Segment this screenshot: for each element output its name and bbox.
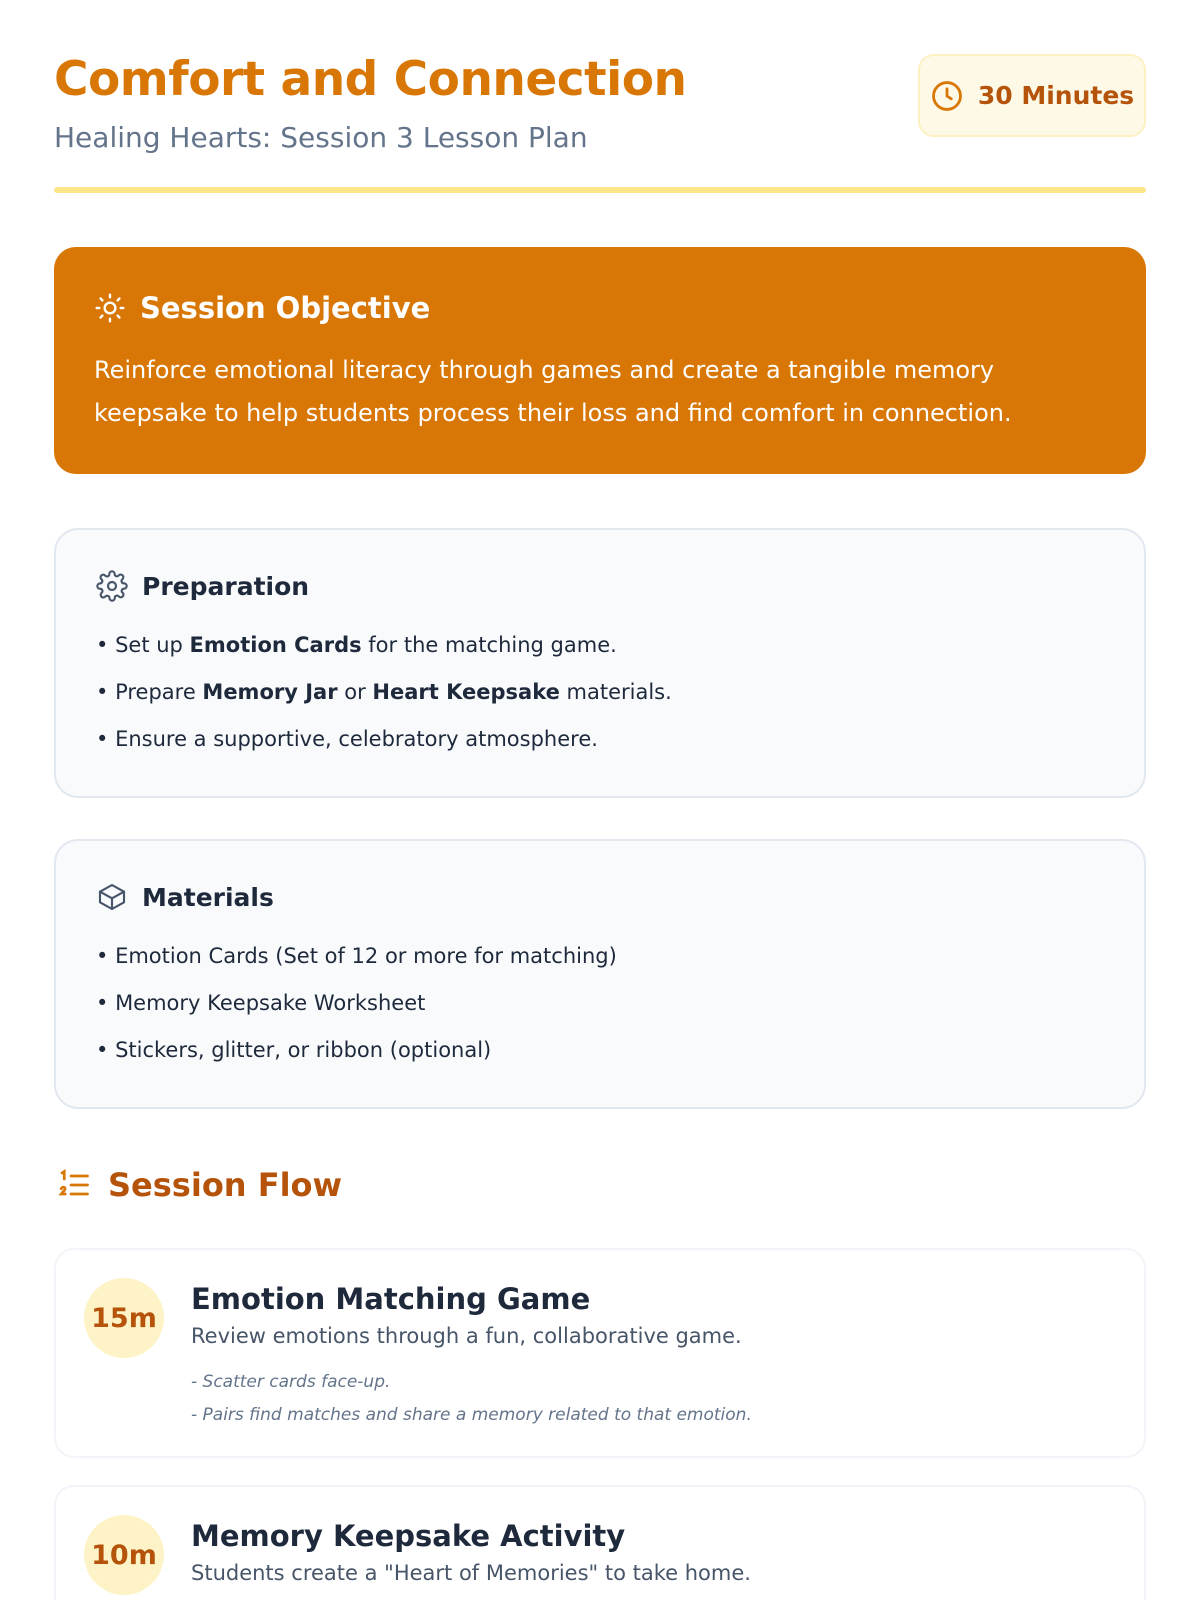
step-description: Students create a "Heart of Memories" to take home. bbox=[191, 1561, 751, 1585]
list-item: • Ensure a supportive, celebratory atmosphere. bbox=[96, 727, 598, 751]
box-icon bbox=[96, 881, 128, 913]
preparation-header bbox=[96, 570, 1104, 602]
objective-title: Session Objective bbox=[140, 291, 431, 325]
step-duration-badge: 15m bbox=[84, 1278, 164, 1358]
step-body bbox=[191, 1519, 1111, 1585]
preparation-title: Preparation bbox=[142, 571, 310, 601]
materials-header bbox=[96, 881, 1104, 913]
flow-step bbox=[54, 1485, 1146, 1600]
step-notes bbox=[191, 1366, 1111, 1432]
list-item: • Set up Emotion Cards for the matching game. bbox=[96, 633, 617, 657]
objective-text: Reinforce emotional literacy through games and create a tangible memory keepsake to help students process their loss and find comfort in connection. bbox=[94, 356, 1012, 427]
list-item: • Memory Keepsake Worksheet bbox=[96, 991, 426, 1015]
duration-label: 30 Minutes bbox=[977, 81, 1135, 110]
step-title: Emotion Matching Game bbox=[191, 1282, 591, 1316]
list-item: • Prepare Memory Jar or Heart Keepsake materials. bbox=[96, 680, 672, 704]
step-note: - Scatter cards face-up. bbox=[191, 1372, 391, 1392]
materials-list bbox=[96, 933, 1104, 1074]
materials-card bbox=[54, 839, 1146, 1109]
sun-icon bbox=[94, 292, 126, 324]
step-body bbox=[191, 1282, 1111, 1432]
preparation-list bbox=[96, 622, 1104, 763]
page-title: Comfort and Connection bbox=[54, 52, 687, 107]
step-duration-badge: 10m bbox=[84, 1515, 164, 1595]
duration-badge bbox=[918, 54, 1146, 137]
session-flow-header bbox=[56, 1166, 342, 1204]
list-item: • Stickers, glitter, or ribbon (optional) bbox=[96, 1038, 492, 1062]
page-subtitle: Healing Hearts: Session 3 Lesson Plan bbox=[54, 121, 588, 154]
preparation-card bbox=[54, 528, 1146, 798]
step-description: Review emotions through a fun, collaborative game. bbox=[191, 1324, 742, 1348]
flow-step bbox=[54, 1248, 1146, 1458]
step-note: - Pairs find matches and share a memory related to that emotion. bbox=[191, 1405, 752, 1425]
objective-header bbox=[94, 291, 1106, 325]
step-title: Memory Keepsake Activity bbox=[191, 1519, 626, 1553]
session-flow-title: Session Flow bbox=[108, 1166, 343, 1204]
objective-card bbox=[54, 247, 1146, 474]
gear-icon bbox=[96, 570, 128, 602]
materials-title: Materials bbox=[142, 882, 274, 912]
header-divider bbox=[54, 187, 1146, 193]
clock-icon bbox=[930, 79, 964, 113]
page-header bbox=[54, 52, 1146, 192]
numbered-list-icon bbox=[56, 1167, 92, 1203]
list-item: • Emotion Cards (Set of 12 or more for matching) bbox=[96, 944, 617, 968]
